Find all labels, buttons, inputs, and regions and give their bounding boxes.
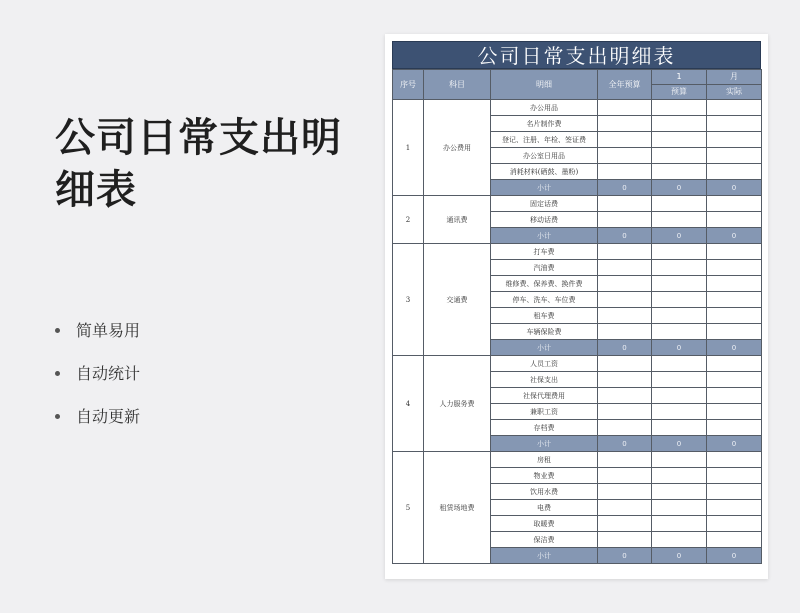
budget-cell[interactable] (652, 292, 707, 308)
row-detail[interactable]: 名片制作费 (491, 116, 598, 132)
actual-cell[interactable] (707, 452, 762, 468)
feature-item (55, 351, 375, 394)
actual-cell[interactable] (707, 388, 762, 404)
table-row (393, 100, 762, 116)
budget-cell[interactable] (652, 196, 707, 212)
annual-budget-cell[interactable] (598, 116, 652, 132)
budget-cell[interactable] (652, 500, 707, 516)
expense-table (392, 69, 762, 564)
budget-cell[interactable] (652, 308, 707, 324)
actual-cell[interactable] (707, 276, 762, 292)
subtotal-budget: 0 (652, 340, 707, 356)
subtotal-budget: 0 (652, 436, 707, 452)
annual-budget-cell[interactable] (598, 420, 652, 436)
row-detail[interactable]: 人员工资 (491, 356, 598, 372)
sheet-title: 公司日常支出明细表 (392, 41, 761, 69)
actual-cell[interactable] (707, 532, 762, 548)
subtotal-annual: 0 (598, 436, 652, 452)
annual-budget-cell[interactable] (598, 500, 652, 516)
row-detail[interactable]: 办公用品 (491, 100, 598, 116)
row-detail[interactable]: 社保代理费用 (491, 388, 598, 404)
intro-panel (55, 112, 375, 437)
feature-item (55, 308, 375, 351)
row-detail[interactable]: 兼职工资 (491, 404, 598, 420)
actual-cell[interactable] (707, 196, 762, 212)
annual-budget-cell[interactable] (598, 164, 652, 180)
annual-budget-cell[interactable] (598, 132, 652, 148)
subtotal-label: 小计 (491, 180, 598, 196)
actual-cell[interactable] (707, 356, 762, 372)
annual-budget-cell[interactable] (598, 388, 652, 404)
actual-cell[interactable] (707, 420, 762, 436)
budget-cell[interactable] (652, 276, 707, 292)
row-subject: 交通费 (424, 244, 491, 356)
annual-budget-cell[interactable] (598, 324, 652, 340)
actual-cell[interactable] (707, 468, 762, 484)
row-detail[interactable]: 移动话费 (491, 212, 598, 228)
budget-cell[interactable] (652, 484, 707, 500)
subtotal-budget: 0 (652, 228, 707, 244)
subtotal-actual: 0 (707, 436, 762, 452)
header-month-label: 月 (707, 70, 762, 85)
annual-budget-cell[interactable] (598, 468, 652, 484)
row-detail[interactable]: 社保支出 (491, 372, 598, 388)
budget-cell[interactable] (652, 516, 707, 532)
page-title: 公司日常支出明细表 (55, 115, 342, 213)
subtotal-actual: 0 (707, 340, 762, 356)
row-detail[interactable]: 登记、注册、年检、签证费 (491, 132, 598, 148)
subtotal-label: 小计 (491, 548, 598, 564)
subtotal-annual: 0 (598, 340, 652, 356)
feature-label: 自动更新 (76, 407, 141, 426)
row-detail[interactable]: 办公室日用品 (491, 148, 598, 164)
actual-cell[interactable] (707, 372, 762, 388)
header-seq: 序号 (393, 70, 424, 100)
budget-cell[interactable] (652, 260, 707, 276)
budget-cell[interactable] (652, 404, 707, 420)
row-detail[interactable]: 房租 (491, 452, 598, 468)
actual-cell[interactable] (707, 500, 762, 516)
subtotal-actual: 0 (707, 548, 762, 564)
feature-label: 自动统计 (76, 364, 141, 383)
header-detail: 明细 (491, 70, 598, 100)
annual-budget-cell[interactable] (598, 244, 652, 260)
annual-budget-cell[interactable] (598, 148, 652, 164)
actual-cell[interactable] (707, 116, 762, 132)
row-detail[interactable]: 车辆保险费 (491, 324, 598, 340)
header-budget: 预算 (652, 85, 707, 100)
row-seq: 2 (393, 196, 424, 244)
budget-cell[interactable] (652, 244, 707, 260)
bullet-icon (55, 328, 60, 333)
budget-cell[interactable] (652, 532, 707, 548)
row-subject: 租赁场地费 (424, 452, 491, 564)
subtotal-label: 小计 (491, 228, 598, 244)
annual-budget-cell[interactable] (598, 100, 652, 116)
header-actual: 实际 (707, 85, 762, 100)
annual-budget-cell[interactable] (598, 356, 652, 372)
subtotal-budget: 0 (652, 180, 707, 196)
annual-budget-cell[interactable] (598, 404, 652, 420)
actual-cell[interactable] (707, 516, 762, 532)
row-subject: 通讯费 (424, 196, 491, 244)
subtotal-actual: 0 (707, 228, 762, 244)
subtotal-annual: 0 (598, 180, 652, 196)
actual-cell[interactable] (707, 148, 762, 164)
actual-cell[interactable] (707, 212, 762, 228)
annual-budget-cell[interactable] (598, 212, 652, 228)
budget-cell[interactable] (652, 420, 707, 436)
spreadsheet-preview (385, 34, 768, 579)
budget-cell[interactable] (652, 100, 707, 116)
row-detail[interactable]: 停车、洗车、车位费 (491, 292, 598, 308)
actual-cell[interactable] (707, 404, 762, 420)
annual-budget-cell[interactable] (598, 196, 652, 212)
annual-budget-cell[interactable] (598, 532, 652, 548)
table-body (393, 100, 762, 564)
annual-budget-cell[interactable] (598, 308, 652, 324)
actual-cell[interactable] (707, 260, 762, 276)
annual-budget-cell[interactable] (598, 276, 652, 292)
row-seq: 4 (393, 356, 424, 452)
row-detail[interactable]: 租车费 (491, 308, 598, 324)
subtotal-budget: 0 (652, 548, 707, 564)
feature-item (55, 394, 375, 437)
annual-budget-cell[interactable] (598, 484, 652, 500)
annual-budget-cell[interactable] (598, 260, 652, 276)
actual-cell[interactable] (707, 164, 762, 180)
feature-label: 简单易用 (76, 321, 141, 340)
annual-budget-cell[interactable] (598, 516, 652, 532)
actual-cell[interactable] (707, 324, 762, 340)
actual-cell[interactable] (707, 292, 762, 308)
row-seq: 1 (393, 100, 424, 196)
header-subject: 科目 (424, 70, 491, 100)
actual-cell[interactable] (707, 484, 762, 500)
table-row (393, 244, 762, 260)
row-seq: 5 (393, 452, 424, 564)
actual-cell[interactable] (707, 100, 762, 116)
row-detail[interactable]: 维修费、保养费、换件费 (491, 276, 598, 292)
table-row (393, 452, 762, 468)
budget-cell[interactable] (652, 468, 707, 484)
subtotal-label: 小计 (491, 436, 598, 452)
subtotal-annual: 0 (598, 228, 652, 244)
row-detail[interactable]: 打车费 (491, 244, 598, 260)
budget-cell[interactable] (652, 148, 707, 164)
annual-budget-cell[interactable] (598, 372, 652, 388)
row-subject: 人力服务费 (424, 356, 491, 452)
annual-budget-cell[interactable] (598, 292, 652, 308)
budget-cell[interactable] (652, 116, 707, 132)
actual-cell[interactable] (707, 132, 762, 148)
subtotal-actual: 0 (707, 180, 762, 196)
actual-cell[interactable] (707, 244, 762, 260)
actual-cell[interactable] (707, 308, 762, 324)
row-subject: 办公费用 (424, 100, 491, 196)
row-detail[interactable]: 消耗材料(硒鼓、墨粉) (491, 164, 598, 180)
row-detail[interactable]: 保洁费 (491, 532, 598, 548)
budget-cell[interactable] (652, 132, 707, 148)
row-seq: 3 (393, 244, 424, 356)
budget-cell[interactable] (652, 388, 707, 404)
subtotal-annual: 0 (598, 548, 652, 564)
feature-list (55, 308, 375, 437)
row-detail[interactable]: 饮用水费 (491, 484, 598, 500)
row-detail[interactable]: 存档费 (491, 420, 598, 436)
bullet-icon (55, 414, 60, 419)
row-detail[interactable]: 汽油费 (491, 260, 598, 276)
budget-cell[interactable] (652, 212, 707, 228)
table-row (393, 196, 762, 212)
row-detail[interactable]: 固定话费 (491, 196, 598, 212)
budget-cell[interactable] (652, 372, 707, 388)
budget-cell[interactable] (652, 356, 707, 372)
row-detail[interactable]: 取暖费 (491, 516, 598, 532)
table-row (393, 356, 762, 372)
bullet-icon (55, 371, 60, 376)
annual-budget-cell[interactable] (598, 452, 652, 468)
budget-cell[interactable] (652, 324, 707, 340)
header-month-number: 1 (652, 70, 707, 85)
row-detail[interactable]: 物业费 (491, 468, 598, 484)
subtotal-label: 小计 (491, 340, 598, 356)
budget-cell[interactable] (652, 164, 707, 180)
budget-cell[interactable] (652, 452, 707, 468)
header-annual-budget: 全年预算 (598, 70, 652, 100)
row-detail[interactable]: 电费 (491, 500, 598, 516)
